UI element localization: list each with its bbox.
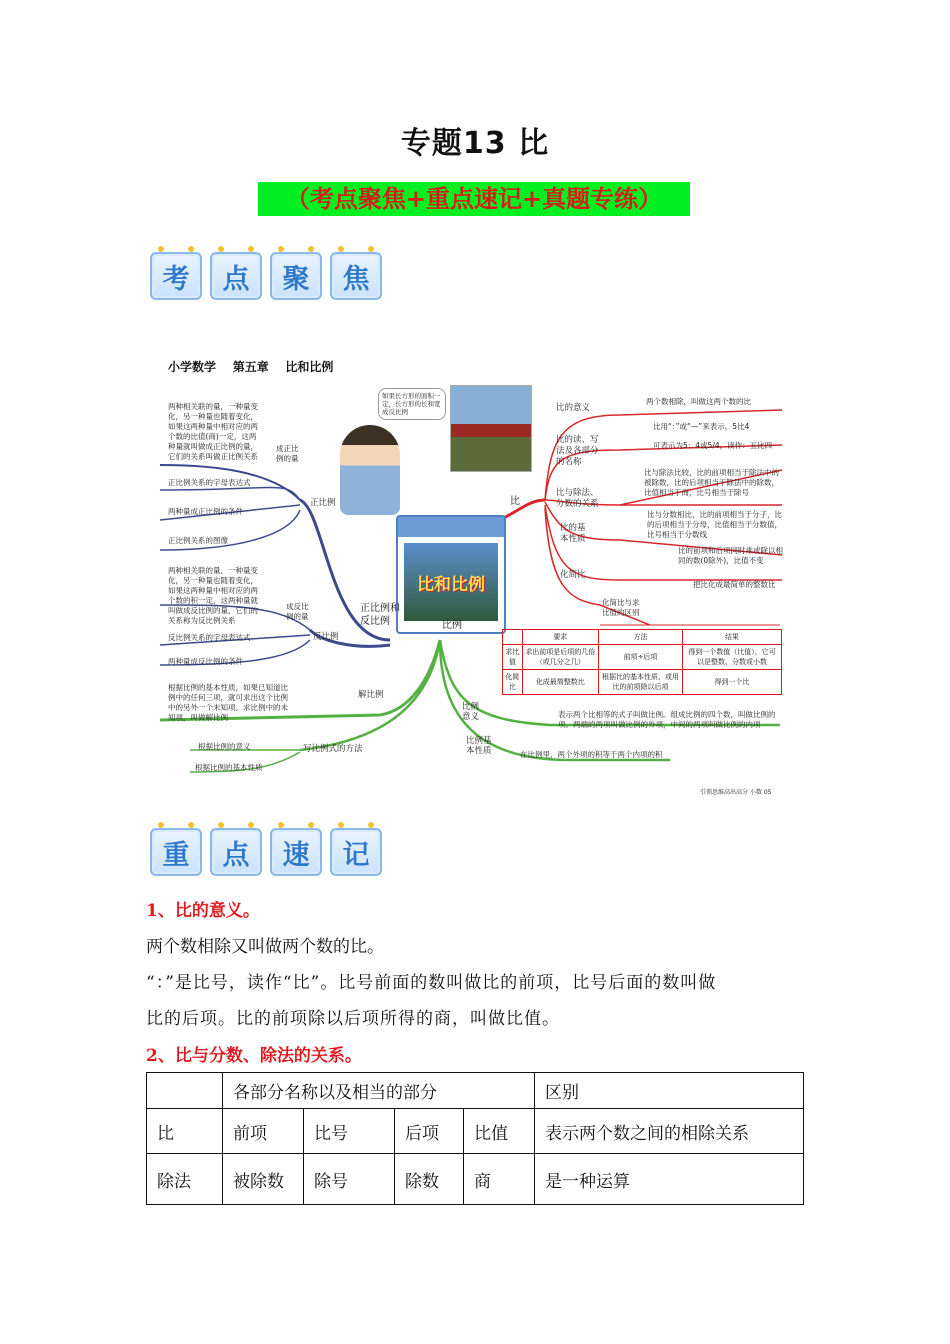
- mindmap-footer: 引领思维高出高分 小数 05: [700, 789, 772, 796]
- xie-item: 根据比例的基本性质: [195, 763, 263, 772]
- fan-item: 两种量成反比例的条件: [168, 657, 243, 666]
- table-cell: 方法: [599, 630, 683, 645]
- fan-item: 反比例关系的字母表达式: [168, 633, 251, 642]
- table-cell: 前项÷后项: [599, 645, 683, 670]
- table-row: [147, 1154, 804, 1205]
- bili-yiyi-def: 表示两个比相等的式子叫做比例。组成比例的四个数，叫做比例的项。两端的两项叫做比例的外项，中间的两项叫做比例的内项: [558, 710, 776, 729]
- table-cell: 结果: [683, 630, 782, 645]
- table-row: [503, 645, 782, 670]
- table-cell: 除数: [395, 1154, 464, 1205]
- table-header: 区别: [535, 1073, 804, 1109]
- bi-yiyi-label: 比的意义: [556, 403, 591, 413]
- table-cell: 表示两个数之间的相除关系: [535, 1109, 804, 1154]
- table-cell: 是一种运算: [535, 1154, 804, 1205]
- table-row: [147, 1109, 804, 1154]
- table-cell: 化成最简整数比: [522, 670, 598, 695]
- banner-tile: 考: [150, 252, 202, 300]
- table-cell: 商: [464, 1154, 535, 1205]
- bi-du-label: 比的读、写 法及各部分 的名称: [556, 435, 599, 467]
- table-cell: 求比值: [503, 645, 523, 670]
- table-cell: 后项: [395, 1109, 464, 1154]
- bili-yiyi-label: 比例 意义: [462, 702, 480, 722]
- node-bi: 比: [510, 496, 520, 507]
- banner-tile: 重: [150, 828, 202, 876]
- table-cell: 得到一个数值（比值），它可以是整数、分数或小数: [683, 645, 782, 670]
- mindmap: [150, 340, 800, 805]
- huajian-label: 化简比: [560, 570, 586, 580]
- table-cell: 要求: [522, 630, 598, 645]
- table-row: [147, 1073, 804, 1109]
- bi-du-def: 可表示为5：4或5/4，读作：五比四: [653, 441, 773, 450]
- zheng-item: 两种量成正比例的条件: [168, 507, 243, 516]
- table-cell: 得到一个比: [683, 670, 782, 695]
- table-cell: 除法: [147, 1154, 223, 1205]
- bili-xingzhi-label: 比例基 本性质: [466, 736, 492, 756]
- fan-def: 两种相关联的量，一种量变化，另一种量也随着变化，如果这两种量中相对应的两个数的积一定，这两种量就叫做成反比例的量，它们的关系称为反比例关系: [168, 566, 258, 625]
- section-1-paragraph: 两个数相除又叫做两个数的比。: [146, 937, 384, 957]
- banner-tile: 记: [330, 828, 382, 876]
- table-cell: 被除数: [223, 1154, 304, 1205]
- banner-kaodian: [150, 252, 390, 300]
- table-header: 各部分名称以及相当的部分: [223, 1073, 535, 1109]
- table-cell: 求出前项是后项的几倍（或几分之几）: [522, 645, 598, 670]
- table-cell: 根据比的基本性质，或用比的前项除以后项: [599, 670, 683, 695]
- bi-chufa-def: 比与除法比较，比的前项相当于除法中的被除数，比的后项相当于除法中的除数，比值相当于商，比号相当于除号: [644, 468, 779, 497]
- zheng-label: 正比例: [310, 498, 336, 508]
- mindmap-small-table: [502, 629, 782, 695]
- table-cell: 比号: [304, 1109, 395, 1154]
- mindmap-header: 小学数学 第五章 比和比例: [168, 360, 334, 374]
- bi-xingzhi-label: 比的基 本性质: [560, 523, 586, 544]
- node-zheng-fan: 正比例和 反比例: [360, 603, 400, 627]
- center-title: 比和比例: [404, 543, 498, 621]
- zheng-def: 两种相关联的量，一种量变化，另一种量也随着变化，如果这两种量中相对应的两个数的比值(商)一定，这两种量就叫做成正比例的量，它们的关系叫做正比例关系: [168, 402, 258, 461]
- table-cell: 比: [147, 1109, 223, 1154]
- node-bili: 比例: [442, 620, 462, 631]
- table-cell: [147, 1073, 223, 1109]
- section-heading-2: 2、比与分数、除法的关系。: [146, 1046, 362, 1066]
- banner-tile: 聚: [270, 252, 322, 300]
- table-cell: 除号: [304, 1154, 395, 1205]
- speech-bubble: 如果长方形的面积一定，长方形的长和宽成反比例: [378, 388, 446, 420]
- bi-chufa-def: 比与分数相比，比的前项相当于分子，比的后项相当于分母，比值相当于分数值，比号相当于分数线: [647, 510, 782, 539]
- bi-yiyi-def: 两个数相除，叫做这两个数的比: [646, 397, 751, 406]
- zheng-item: 正比例关系的图像: [168, 536, 228, 545]
- banner-tile: 焦: [330, 252, 382, 300]
- photo-illustration: [450, 385, 532, 472]
- section-1-paragraph: 比的后项。比的前项除以后项所得的商，叫做比值。: [146, 1009, 560, 1029]
- table-cell: 前项: [223, 1109, 304, 1154]
- banner-tile: 速: [270, 828, 322, 876]
- banner-tile: 点: [210, 828, 262, 876]
- banner-tile: 点: [210, 252, 262, 300]
- jie-def: 根据比例的基本性质，如果已知道比例中的任何三项，就可求出这个比例中的另外一个未知项。求比例中的未知项，叫做解比例: [168, 683, 288, 722]
- bi-xingzhi-def: 比的前项和后项同时乘或除以相同的数(0除外)，比值不变: [678, 546, 783, 565]
- bili-xingzhi-def: 在比例里，两个外项的积等于两个内项的积: [520, 750, 663, 759]
- relation-table: [146, 1072, 804, 1205]
- qubie-label: 化简比与求 比值的区别: [602, 598, 640, 617]
- table-row: [503, 630, 782, 645]
- table-cell: [503, 630, 523, 645]
- banner-zhongdian: [150, 828, 390, 876]
- fan-sub: 成反比 例的量: [286, 602, 309, 621]
- bi-chufa-label: 比与除法、 分数的关系: [556, 488, 599, 509]
- student-illustration: [340, 425, 400, 515]
- section-1-paragraph: “：”是比号，读作“比”。比号前面的数叫做比的前项，比号后面的数叫做: [146, 973, 717, 993]
- fan-label: 反比例: [313, 632, 339, 642]
- zheng-sub: 成正比 例的量: [276, 444, 299, 463]
- table-cell: 比值: [464, 1109, 535, 1154]
- xie-label: 写比例式的方法: [303, 744, 363, 754]
- xie-item: 根据比例的意义: [198, 742, 251, 751]
- zheng-item: 正比例关系的字母表达式: [168, 478, 251, 487]
- table-cell: 化简比: [503, 670, 523, 695]
- jie-label: 解比例: [358, 690, 384, 700]
- page-subtitle: （考点聚焦+重点速记+真题专练）: [258, 182, 690, 216]
- huajian-def: 把比化成最简单的整数比: [693, 580, 776, 589]
- table-row: [503, 670, 782, 695]
- section-heading-1: 1、比的意义。: [146, 901, 260, 921]
- bi-du-def: 比用“：”或“—”来表示，5比4: [653, 422, 750, 431]
- page-title: 专题13 比: [400, 126, 550, 161]
